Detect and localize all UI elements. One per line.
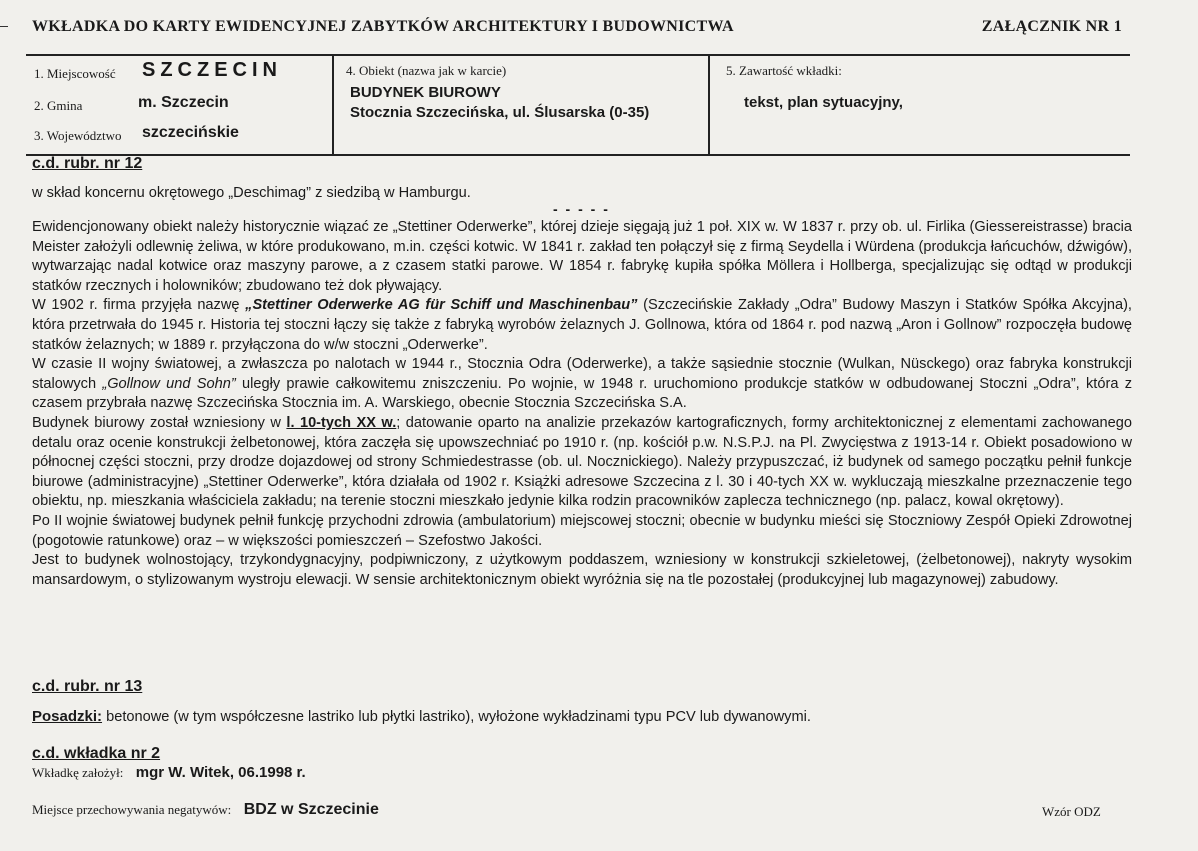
paragraph: W czasie II wojny światowej, a zwłaszcza po nalotach w 1944 r., Stocznia Odra (Oderwerke), a także sąsiednie stocznie (Wulkan, Nüsckego) oraz fabryka konstrukcji stalowych „Gollnow und Sohn” uległy prawie całkowitemu zniszczeniu. Po wojnie, w 1948 r. uruchomiono produkcje statków w odbudowanej Stoczni „Odra”, która z czasem przybrała nazwę Szczecińska Stocznia im. A. Warskiego, obecnie Stocznia Szczecińska S.A. bbox=[32, 356, 1132, 412]
negatives-value: BDZ w Szczecinie bbox=[243, 801, 379, 818]
annex-number: ZAŁĄCZNIK NR 1 bbox=[981, 18, 1122, 35]
negatives-line bbox=[32, 801, 379, 819]
obiekt-label: 4. Obiekt (nazwa jak w karcie) bbox=[346, 63, 507, 78]
edge-mark bbox=[0, 26, 8, 27]
info-box bbox=[26, 54, 1130, 156]
zawartosc-value: tekst, plan sytuacyjny, bbox=[744, 94, 903, 111]
negatives-label: Miejsce przechowywania negatywów: bbox=[32, 802, 232, 817]
rubr12-heading: c.d. rubr. nr 12 bbox=[32, 155, 143, 172]
paragraph: Budynek biurowy został wzniesiony w l. 10-tych XX w.; datowanie oparto na analizie przekazów kartograficznych, formy architektonicznej z elementami zachowanego detalu oraz ocenie konstrukcji żelbetonowej, która zaczęła się upowszechniać po 1910 r. (np. kościół p.w. N.S.P.J. na Pl. Zwycięstwa z 1913-14 r. Obiekt posadowiono w północnej części stoczni, przy drodze dojazdowej od strony Schmiedestrasse (ob. ul. Nocznickiego). Należy przypuszczać, iż budynek od samego początku pełnił funkcje biurowe (administracyjne) „Stettiner Oderwerke”, która działała od 1902 r. Książki adresowe Szczecina z l. 30 i 40-tych XX w. wykluczają mieszkalne przeznaczenie tego obiektu, np. mieszkania właściciela zakładu; na terenie stoczni mieszkało jedynie kilka rodzin pracowników zaplecza technicznego (np. palacz, kowal okrętowy). bbox=[32, 414, 1132, 510]
factory-name: „Gollnow und Sohn” bbox=[102, 375, 236, 392]
author-label: Wkładkę założył: bbox=[32, 765, 124, 780]
wojewodztwo-label: 3. Województwo bbox=[34, 128, 122, 143]
gmina-label: 2. Gmina bbox=[34, 98, 83, 113]
paragraph: Po II wojnie światowej budynek pełnił funkcję przychodni zdrowia (ambulatorium) miejscowej stoczni; obecnie w budynku mieści się Stoczniowy Zespół Opieki Zdrowotnej (pogotowie ratunkowe) oraz – w większości pomieszczeń – Szefostwo Jakości. bbox=[32, 512, 1132, 549]
paragraph: Jest to budynek wolnostojący, trzykondygnacyjny, podpiwniczony, z użytkowym poddaszem, wzniesiony w konstrukcji szkieletowej, (żelbetonowej), nakryty wysokim mansardowym, o stylizowanym wystroju elewacji. W sensie architektonicznym obiekt wyróżnia się na tle pozostałej (produkcyjnej lub magazynowej) zabudowy. bbox=[32, 552, 1132, 588]
posadzki-text: betonowe (w tym współczesne lastriko lub płytki lastriko), wyłożone wykładzinami typu PCV lub dywanowymi. bbox=[102, 709, 811, 725]
document-title: WKŁADKA DO KARTY EWIDENCYJNEJ ZABYTKÓW ARCHITEKTURY I BUDOWNICTWA bbox=[32, 18, 734, 35]
miejscowosc-label: 1. Miejscowość bbox=[34, 66, 116, 81]
rubr13-body bbox=[32, 707, 1132, 728]
company-name: „Stettiner Oderwerke AG für Schiff und Maschinenbau” bbox=[245, 297, 638, 314]
dating: l. 10-tych XX w. bbox=[286, 414, 397, 431]
gmina-value: m. Szczecin bbox=[138, 94, 229, 111]
divider bbox=[332, 56, 334, 154]
obiekt-address: Stocznia Szczecińska, ul. Ślusarska (0-35) bbox=[350, 104, 650, 121]
model-label: Wzór ODZ bbox=[1042, 804, 1101, 819]
wojewodztwo-value: szczecińskie bbox=[142, 124, 239, 141]
document-header bbox=[32, 18, 1122, 36]
paragraph: Ewidencjonowany obiekt należy historycznie wiązać ze „Stettiner Oderwerke”, której dzieje sięgają już 1 poł. XIX w. W 1837 r. przy ob. ul. Firlika (Giessereistrasse) bracia Meister założyli odlewnię żeliwa, w które produkowano, m.in. części kotwic. W 1841 r. zakład ten połączył się z firmą Seydella i Würdena (produkcja łańcuchów, dźwigów), wytwarzając nadal kotwice oraz maszyny parowe, a z czasem statki parowe. W 1854 r. fabrykę kupiła spółka Möllera i Hollberga, specjalizując się odtąd w produkcji statków rzecznych i holowników; zbudowano też dok pływający. bbox=[32, 219, 1132, 294]
paragraph: W 1902 r. firma przyjęła nazwę „Stettiner Oderwerke AG für Schiff und Maschinenbau” (Szczecińskie Zakłady „Odra” Budowy Maszyn i Statków Spółka Akcyjna), która przetrwała do 1945 r. Historia tej stoczni łączy się także z fabryką wyrobów żelaznych J. Gollnowa, która od 1864 r. pod nazwą „Aron i Gollnow” rozpoczęła budowę statków żelaznych; w 1889 r. przyłączona do w/w stoczni „Oderwerke”. bbox=[32, 297, 1132, 353]
author-line bbox=[32, 764, 306, 782]
rubr13-heading: c.d. rubr. nr 13 bbox=[32, 678, 143, 695]
author-value: mgr W. Witek, 06.1998 r. bbox=[135, 764, 306, 781]
posadzki-label: Posadzki: bbox=[32, 708, 103, 725]
rubr12-intro: w skład koncernu okrętowego „Deschimag” z siedzibą w Hamburgu. bbox=[32, 185, 471, 201]
rubr12-body bbox=[32, 218, 1132, 590]
separator: - - - - - bbox=[553, 201, 610, 217]
obiekt-name: BUDYNEK BIUROWY bbox=[350, 84, 501, 101]
divider bbox=[708, 56, 710, 154]
zawartosc-label: 5. Zawartość wkładki: bbox=[726, 63, 842, 78]
wkladka2-heading: c.d. wkładka nr 2 bbox=[32, 745, 161, 762]
miejscowosc-value: SZCZECIN bbox=[142, 59, 282, 81]
